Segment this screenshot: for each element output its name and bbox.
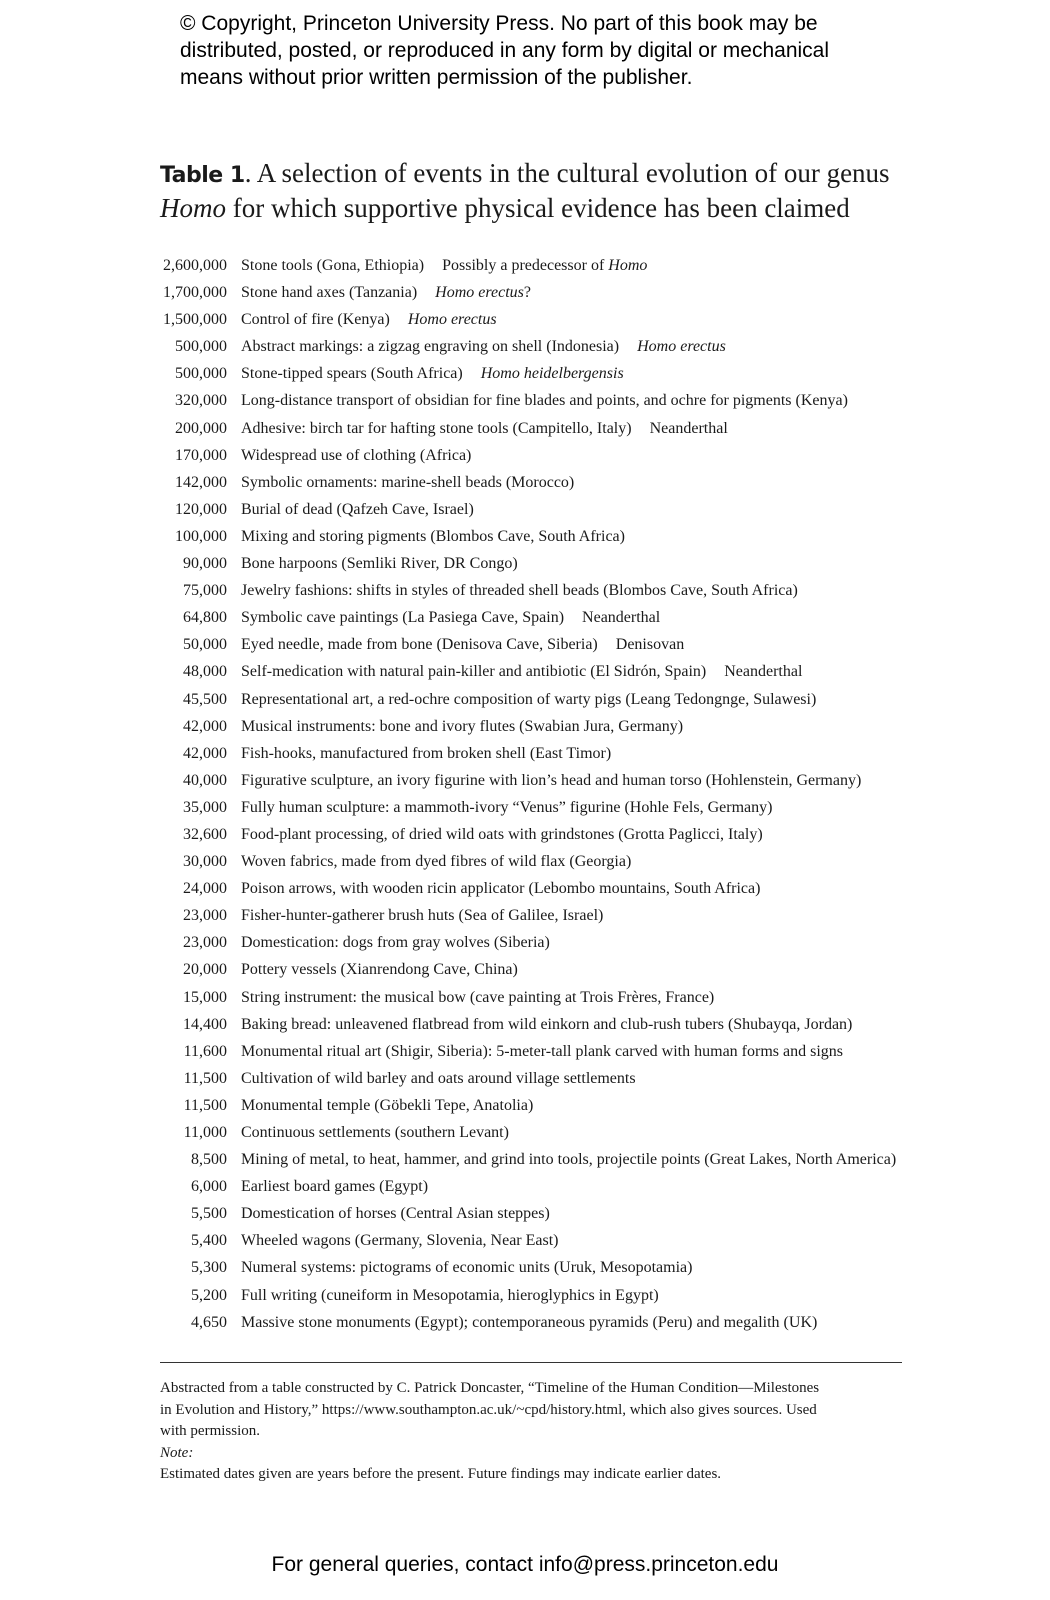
table-row bbox=[160, 306, 920, 333]
table-row bbox=[160, 1227, 920, 1254]
table-title-line-2 bbox=[160, 192, 920, 224]
table-row bbox=[160, 442, 920, 469]
table-title bbox=[160, 157, 920, 224]
event-date: 11,600 bbox=[183, 1042, 227, 1060]
copyright-notice bbox=[180, 10, 900, 91]
table-row bbox=[160, 415, 920, 442]
event-date: 42,000 bbox=[183, 744, 227, 762]
event-date: 200,000 bbox=[175, 419, 227, 437]
event-description: Monumental ritual art (Shigir, Siberia): 5-meter-tall plank carved with human forms and signs bbox=[241, 1042, 843, 1060]
event-date: 23,000 bbox=[183, 934, 227, 952]
hominin-attribution bbox=[463, 360, 624, 387]
event-description: String instrument: the musical bow (cave painting at Trois Frères, France) bbox=[241, 988, 715, 1006]
event-date: 24,000 bbox=[183, 880, 227, 898]
species-name: Homo heidelbergensis bbox=[480, 365, 624, 383]
table-row bbox=[160, 1065, 920, 1092]
table-title-line-1 bbox=[160, 157, 920, 192]
event-date: 500,000 bbox=[175, 338, 227, 356]
table-row bbox=[160, 767, 920, 794]
event-date: 90,000 bbox=[183, 555, 227, 573]
table-row bbox=[160, 1254, 920, 1281]
event-description: Long-distance transport of obsidian for fine blades and points, and ochre for pigments (Kenya) bbox=[241, 392, 848, 410]
event-date: 1,500,000 bbox=[163, 311, 227, 329]
event-description: Poison arrows, with wooden ricin applicator (Lebombo mountains, South Africa) bbox=[241, 880, 761, 898]
event-date: 6,000 bbox=[191, 1178, 227, 1196]
event-description: Jewelry fashions: shifts in styles of threaded shell beads (Blombos Cave, South Africa) bbox=[241, 582, 798, 600]
source-note-text: Estimated dates given are years before the present. Future findings may indicate earlier dates. bbox=[160, 1466, 722, 1482]
event-description: Fisher-hunter-gatherer brush huts (Sea of Galilee, Israel) bbox=[241, 907, 604, 925]
source-note bbox=[160, 1378, 902, 1486]
events-table bbox=[160, 252, 920, 1336]
table-row bbox=[160, 1011, 920, 1038]
event-date: 11,000 bbox=[183, 1124, 227, 1141]
species-name: Homo erectus bbox=[407, 311, 497, 329]
event-description: Fish-hooks, manufactured from broken shell (East Timor) bbox=[241, 744, 612, 762]
species-name: Homo bbox=[608, 257, 648, 274]
hominin-attribution bbox=[390, 306, 497, 333]
event-description: Continuous settlements (southern Levant) bbox=[241, 1124, 509, 1141]
event-description: Figurative sculpture, an ivory figurine with lion’s head and human torso (Hohlenstein, Germany) bbox=[241, 771, 862, 789]
table-row bbox=[160, 1173, 920, 1200]
event-description: Stone tools (Gona, Ethiopia) bbox=[241, 257, 425, 274]
hominin-attribution bbox=[424, 252, 647, 279]
event-date: 35,000 bbox=[183, 798, 227, 816]
event-description: Pottery vessels (Xianrendong Cave, China) bbox=[241, 961, 518, 979]
event-date: 42,000 bbox=[183, 717, 227, 735]
event-description: Numeral systems: pictograms of economic units (Uruk, Mesopotamia) bbox=[241, 1259, 693, 1277]
table-row bbox=[160, 469, 920, 496]
event-date: 320,000 bbox=[175, 392, 227, 410]
event-date: 4,650 bbox=[191, 1313, 227, 1331]
event-description: Abstract markings: a zigzag engraving on shell (Indonesia) bbox=[241, 338, 620, 356]
event-date: 5,400 bbox=[191, 1232, 227, 1250]
table-row bbox=[160, 523, 920, 550]
table-row bbox=[160, 577, 920, 604]
table-title-text: . A selection of events in the cultural evolution of our genus bbox=[244, 158, 890, 188]
hominin-attribution: Denisovan bbox=[615, 636, 685, 654]
event-date: 11,500 bbox=[183, 1069, 227, 1087]
copyright-line: © Copyright, Princeton University Press. No part of this book may be bbox=[180, 12, 818, 35]
table-row bbox=[160, 713, 920, 740]
event-date: 500,000 bbox=[175, 365, 227, 383]
table-row bbox=[160, 686, 920, 713]
event-description: Symbolic cave paintings (La Pasiega Cave, Spain) bbox=[241, 609, 565, 627]
event-description: Wheeled wagons (Germany, Slovenia, Near East) bbox=[241, 1232, 559, 1250]
event-description: Mining of metal, to heat, hammer, and grind into tools, projectile points (Great Lakes, North America) bbox=[241, 1151, 897, 1169]
table-row bbox=[160, 333, 920, 360]
table-row bbox=[160, 1119, 920, 1146]
event-description: Bone harpoons (Semliki River, DR Congo) bbox=[241, 555, 518, 573]
table-row bbox=[160, 875, 920, 902]
event-description: Burial of dead (Qafzeh Cave, Israel) bbox=[241, 500, 474, 518]
event-description: Widespread use of clothing (Africa) bbox=[241, 446, 472, 464]
event-date: 142,000 bbox=[175, 473, 227, 491]
table-row bbox=[160, 1092, 920, 1119]
table-row bbox=[160, 929, 920, 956]
event-date: 75,000 bbox=[183, 582, 227, 600]
event-date: 2,600,000 bbox=[163, 257, 227, 274]
table-row bbox=[160, 252, 920, 279]
copyright-line: means without prior written permission of the publisher. bbox=[180, 66, 693, 89]
note-label: Note: bbox=[160, 1444, 194, 1461]
table-row bbox=[160, 902, 920, 929]
table-row bbox=[160, 740, 920, 767]
table-row bbox=[160, 631, 920, 658]
hominin-attribution bbox=[417, 279, 531, 306]
table-row bbox=[160, 658, 920, 685]
event-date: 1,700,000 bbox=[163, 284, 227, 302]
table-label: Table 1 bbox=[160, 163, 245, 188]
table-row bbox=[160, 848, 920, 875]
hominin-attribution: Neanderthal bbox=[724, 663, 803, 681]
table-row bbox=[160, 550, 920, 577]
event-description: Baking bread: unleavened flatbread from wild einkorn and club-rush tubers (Shubayqa, Jordan) bbox=[241, 1015, 853, 1033]
source-note-line bbox=[160, 1421, 902, 1486]
event-description: Earliest board games (Egypt) bbox=[241, 1178, 429, 1196]
table-row bbox=[160, 1309, 920, 1336]
event-date: 5,500 bbox=[191, 1205, 227, 1223]
event-description: Food-plant processing, of dried wild oats with grindstones (Grotta Paglicci, Italy) bbox=[241, 825, 763, 843]
table-row bbox=[160, 1146, 920, 1173]
source-note-text: with permission. bbox=[160, 1423, 260, 1439]
event-date: 15,000 bbox=[183, 988, 227, 1006]
event-description: Domestication of horses (Central Asian steppes) bbox=[241, 1205, 550, 1223]
table-row bbox=[160, 604, 920, 631]
event-description: Representational art, a red-ochre composition of warty pigs (Leang Tedongnge, Sulawesi) bbox=[241, 690, 817, 708]
table-divider bbox=[160, 1362, 902, 1363]
species-name: Homo erectus bbox=[637, 338, 726, 356]
table-row bbox=[160, 279, 920, 306]
event-description: Domestication: dogs from gray wolves (Siberia) bbox=[241, 934, 550, 952]
event-description: Fully human sculpture: a mammoth-ivory “Venus” figurine (Hohle Fels, Germany) bbox=[241, 798, 773, 816]
event-description: Musical instruments: bone and ivory flutes (Swabian Jura, Germany) bbox=[241, 717, 684, 735]
event-date: 5,300 bbox=[191, 1259, 227, 1277]
attribution-text: ? bbox=[523, 284, 531, 302]
hominin-attribution: Neanderthal bbox=[649, 419, 728, 437]
event-date: 40,000 bbox=[183, 771, 227, 789]
table-title-italic: Homo bbox=[160, 193, 226, 223]
source-note-line: in Evolution and History,” https://www.southampton.ac.uk/~cpd/history.html, which also gives sources. Used bbox=[160, 1401, 817, 1418]
species-name: Homo erectus bbox=[435, 284, 524, 302]
event-date: 8,500 bbox=[191, 1151, 227, 1169]
event-date: 100,000 bbox=[175, 527, 227, 545]
table-row bbox=[160, 956, 920, 983]
event-date: 14,400 bbox=[183, 1015, 227, 1033]
event-date: 45,500 bbox=[183, 690, 227, 708]
table-row bbox=[160, 360, 920, 387]
event-description: Stone hand axes (Tanzania) bbox=[241, 284, 418, 302]
table-row bbox=[160, 821, 920, 848]
table-title-rest: for which supportive physical evidence has been claimed bbox=[226, 193, 850, 223]
table-row bbox=[160, 1038, 920, 1065]
source-note-line: Abstracted from a table constructed by C. Patrick Doncaster, “Timeline of the Human Condition—Milestones bbox=[160, 1380, 820, 1396]
event-description: Self-medication with natural pain-killer and antibiotic (El Sidrón, Spain) bbox=[241, 663, 707, 681]
event-description: Cultivation of wild barley and oats around village settlements bbox=[241, 1069, 636, 1087]
event-date: 48,000 bbox=[183, 663, 227, 681]
hominin-attribution bbox=[619, 333, 726, 360]
table-row bbox=[160, 1282, 920, 1309]
event-date: 5,200 bbox=[191, 1286, 227, 1304]
event-description: Eyed needle, made from bone (Denisova Cave, Siberia) bbox=[241, 636, 598, 654]
event-description: Monumental temple (Göbekli Tepe, Anatolia) bbox=[241, 1096, 534, 1114]
event-description: Symbolic ornaments: marine-shell beads (Morocco) bbox=[241, 473, 575, 491]
event-date: 120,000 bbox=[175, 500, 227, 518]
event-date: 23,000 bbox=[183, 907, 227, 925]
event-description: Full writing (cuneiform in Mesopotamia, hieroglyphics in Egypt) bbox=[241, 1286, 659, 1304]
event-date: 64,800 bbox=[183, 609, 227, 627]
event-description: Massive stone monuments (Egypt); contemporaneous pyramids (Peru) and megalith (UK) bbox=[241, 1313, 818, 1331]
table-row bbox=[160, 496, 920, 523]
event-date: 32,600 bbox=[183, 825, 227, 843]
event-date: 170,000 bbox=[175, 446, 227, 464]
event-description: Adhesive: birch tar for hafting stone tools (Campitello, Italy) bbox=[241, 419, 632, 437]
table-row bbox=[160, 794, 920, 821]
hominin-attribution: Neanderthal bbox=[582, 609, 661, 627]
table-row bbox=[160, 984, 920, 1011]
table-row bbox=[160, 387, 920, 414]
event-description: Mixing and storing pigments (Blombos Cave, South Africa) bbox=[241, 527, 625, 545]
copyright-line: distributed, posted, or reproduced in any form by digital or mechanical bbox=[180, 39, 830, 62]
event-description: Control of fire (Kenya) bbox=[241, 311, 390, 329]
event-date: 11,500 bbox=[183, 1096, 227, 1114]
table-row bbox=[160, 1200, 920, 1227]
event-date: 50,000 bbox=[183, 636, 227, 654]
event-date: 20,000 bbox=[183, 961, 227, 979]
event-description: Woven fabrics, made from dyed fibres of wild flax (Georgia) bbox=[241, 853, 632, 871]
attribution-text: Possibly a predecessor of bbox=[442, 257, 609, 274]
event-date: 30,000 bbox=[183, 853, 227, 871]
event-description: Stone-tipped spears (South Africa) bbox=[241, 365, 463, 383]
footer-contact: For general queries, contact info@press.princeton.edu bbox=[271, 1553, 779, 1576]
